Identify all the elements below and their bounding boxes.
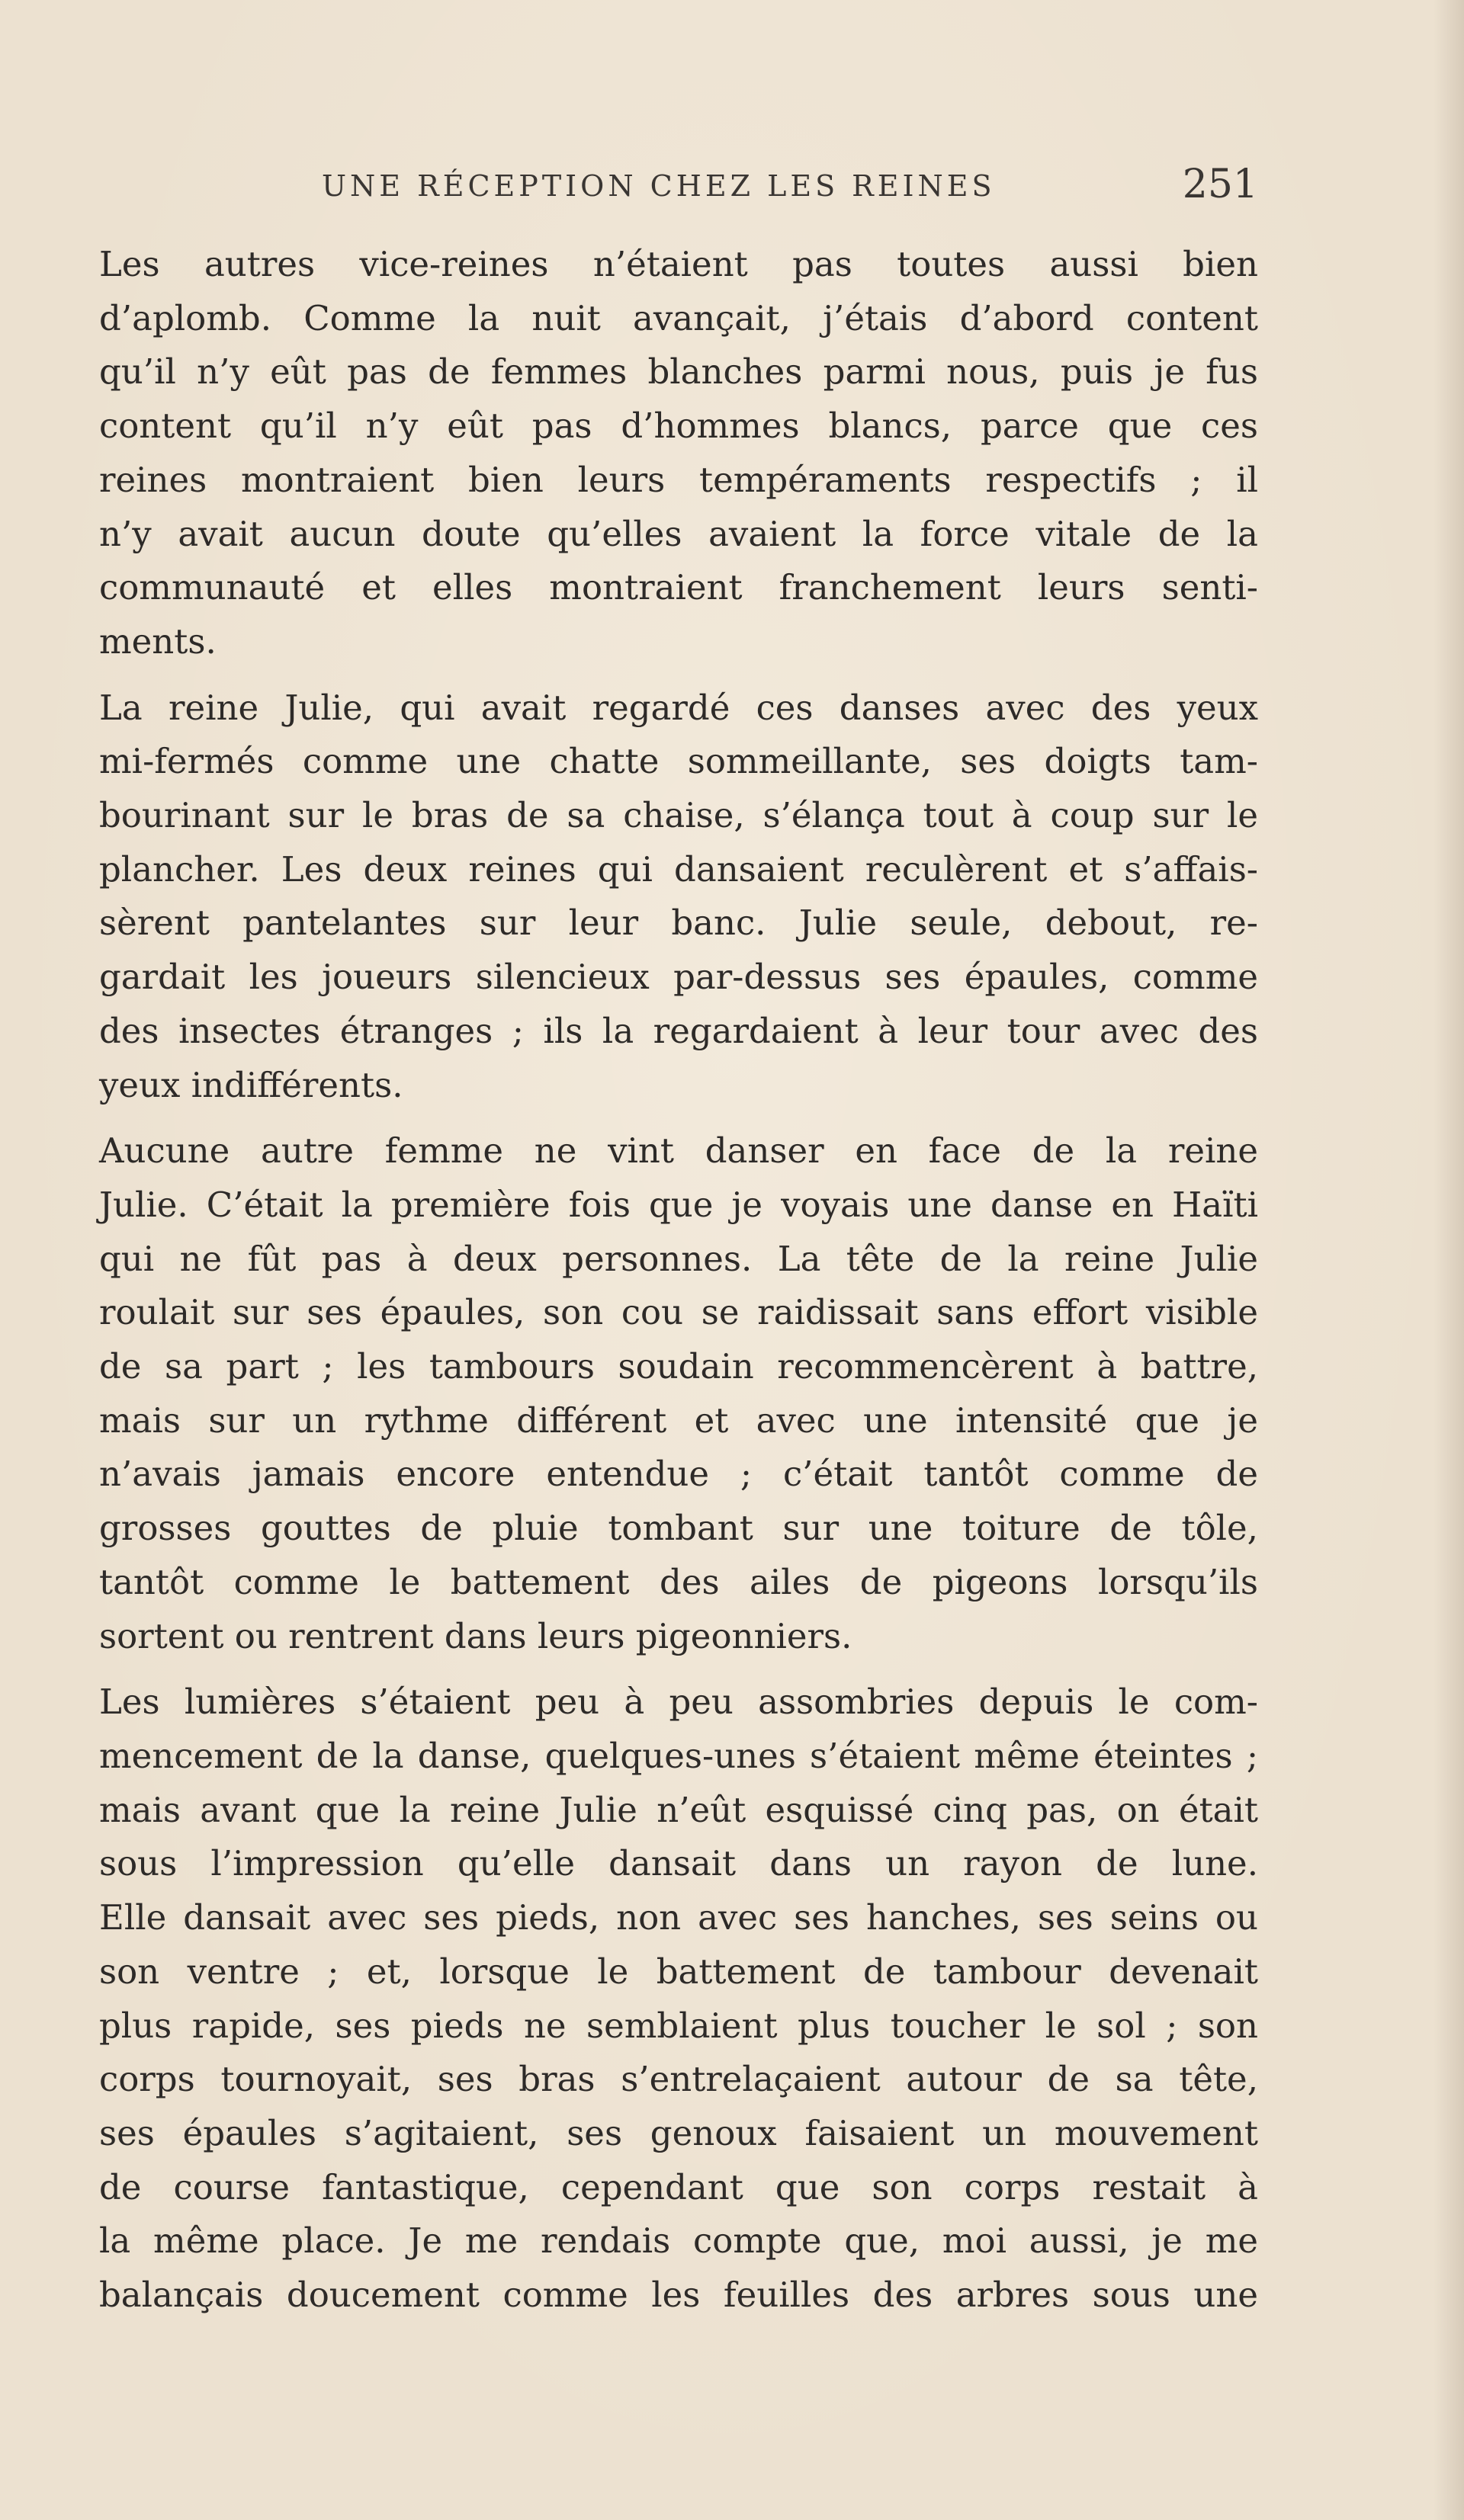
text-line: ments. — [99, 620, 217, 662]
text-line: corps tournoyait, ses bras s’entrelaçaient autour de sa tête, — [99, 2059, 1258, 2100]
text-line: reines montraient bien leurs tempéraments respectifs ; il — [99, 459, 1258, 500]
text-line: yeux indifférents. — [99, 1064, 403, 1105]
running-title: UNE RÉCEPTION CHEZ LES REINES — [322, 169, 996, 203]
text-line: gardait les joueurs silencieux par-dessus ses épaules, comme — [99, 957, 1258, 998]
text-line: sortent ou rentrent dans leurs pigeonniers. — [99, 1615, 852, 1656]
text-line: n’y avait aucun doute qu’elles avaient la force vitale de la — [99, 513, 1258, 554]
text-line: tantôt comme le battement des ailes de pigeons lorsqu’ils — [99, 1561, 1258, 1602]
text-line: La reine Julie, qui avait regardé ces danses avec des yeux — [99, 687, 1258, 728]
text-line: Les autres vice-reines n’étaient pas toutes aussi bien — [99, 244, 1258, 284]
text-line: qui ne fût pas à deux personnes. La tête de la reine Julie — [99, 1238, 1258, 1279]
text-line: n’avais jamais encore entendue ; c’était tantôt comme de — [99, 1454, 1258, 1495]
text-line: plus rapide, ses pieds ne semblaient plus toucher le sol ; son — [99, 2005, 1258, 2046]
text-line: de sa part ; les tambours soudain recommencèrent à battre, — [99, 1346, 1258, 1387]
text-line: Aucune autre femme ne vint danser en face de la reine — [99, 1130, 1258, 1172]
text-line: qu’il n’y eût pas de femmes blanches parmi nous, puis je fus — [99, 351, 1258, 393]
text-line: mencement de la danse, quelques-unes s’étaient même éteintes ; — [99, 1735, 1258, 1776]
text-line: content qu’il n’y eût pas d’hommes blancs, parce que ces — [99, 406, 1258, 447]
page-number: 251 — [1182, 162, 1258, 207]
text-line: plancher. Les deux reines qui dansaient reculèrent et s’affais- — [99, 848, 1258, 890]
page-header — [99, 162, 1258, 207]
text-line: sèrent pantelantes sur leur banc. Julie seule, debout, re- — [99, 903, 1258, 944]
text-line: mais avant que la reine Julie n’eût esquissé cinq pas, on était — [99, 1789, 1258, 1830]
paragraph — [99, 1675, 1258, 2322]
text-line: Julie. C’était la première fois que je voyais une danse en Haïti — [99, 1184, 1258, 1225]
text-line: de course fantastique, cependant que son corps restait à — [99, 2166, 1258, 2207]
paragraph — [99, 681, 1258, 1113]
text-line: mi-fermés comme une chatte sommeillante, ses doigts tam- — [99, 741, 1258, 782]
text-line: ses épaules s’agitaient, ses genoux faisaient un mouvement — [99, 2112, 1258, 2153]
text-line: des insectes étranges ; ils la regardaient à leur tour avec des — [99, 1010, 1258, 1051]
paragraph — [99, 238, 1258, 669]
text-line: d’aplomb. Comme la nuit avançait, j’étais d’abord content — [99, 297, 1258, 338]
page-edge-shadow — [1434, 0, 1464, 2520]
text-line: la même place. Je me rendais compte que, moi aussi, je me — [99, 2220, 1258, 2262]
text-line: sous l’impression qu’elle dansait dans un rayon de lune. — [99, 1843, 1258, 1884]
text-line: son ventre ; et, lorsque le battement de tambour devenait — [99, 1951, 1258, 1992]
body-text — [99, 238, 1258, 2335]
text-line: roulait sur ses épaules, son cou se raidissait sans effort visible — [99, 1292, 1258, 1333]
text-line: balançais doucement comme les feuilles des arbres sous une — [99, 2275, 1258, 2316]
text-line: Elle dansait avec ses pieds, non avec ses hanches, ses seins ou — [99, 1897, 1258, 1938]
text-line: communauté et elles montraient franchement leurs senti- — [99, 567, 1258, 608]
text-line: grosses gouttes de pluie tombant sur une toiture de tôle, — [99, 1508, 1258, 1549]
text-line: bourinant sur le bras de sa chaise, s’élança tout à coup sur le — [99, 795, 1258, 836]
text-line: Les lumières s’étaient peu à peu assombries depuis le com- — [99, 1682, 1258, 1723]
text-line: mais sur un rythme différent et avec une intensité que je — [99, 1399, 1258, 1441]
paragraph — [99, 1124, 1258, 1663]
